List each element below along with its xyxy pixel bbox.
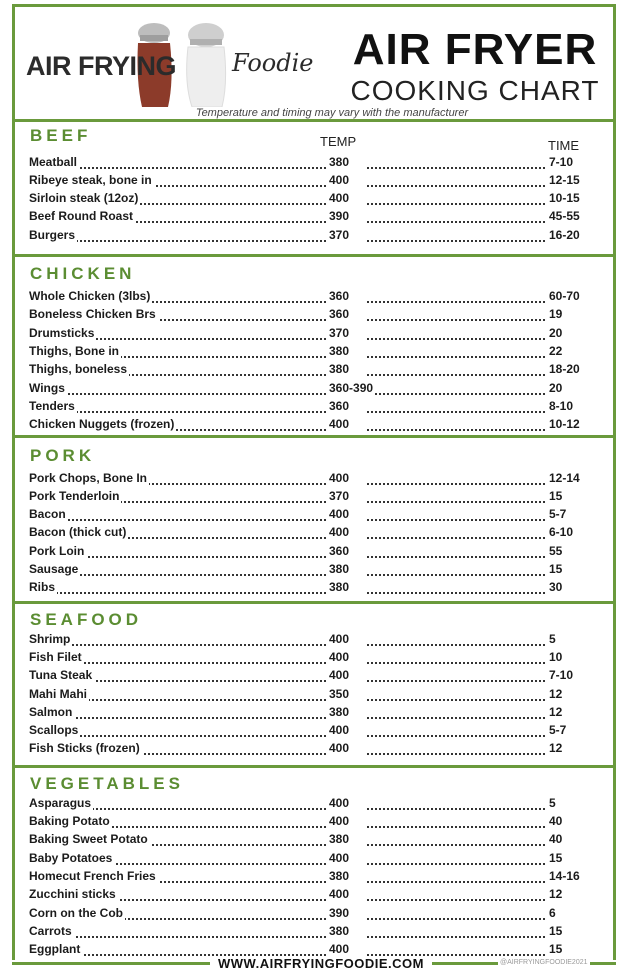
item-name: Meatball (29, 155, 78, 169)
website-link[interactable]: WWW.AIRFRYINGFOODIE.COM (210, 956, 432, 971)
item-temp: 380 (329, 705, 350, 719)
item-time: 15 (549, 562, 563, 576)
item-temp: 370 (329, 326, 350, 340)
section-title: VEGETABLES (30, 774, 184, 793)
item-name: Sausage (29, 562, 79, 576)
item-time: 60-70 (549, 289, 580, 303)
item-name: Fish Sticks (frozen) (29, 741, 140, 755)
item-temp: 360 (329, 399, 350, 413)
item-temp: 390 (329, 906, 350, 920)
item-time: 15 (549, 942, 563, 956)
brand-logo (26, 21, 326, 107)
item-name: Carrots (29, 924, 72, 938)
item-temp: 400 (329, 887, 350, 901)
item-temp: 390 (329, 209, 350, 223)
item-time: 18-20 (549, 362, 580, 376)
list-item (29, 417, 605, 435)
item-temp: 400 (329, 814, 350, 828)
item-time: 12-15 (549, 173, 580, 187)
item-time: 6 (549, 906, 556, 920)
item-temp: 400 (329, 191, 350, 205)
item-name: Homecut French Fries (29, 869, 156, 883)
item-time: 5 (549, 796, 556, 810)
section-title: BEEF (30, 126, 92, 145)
section-pork (12, 438, 616, 604)
page-title: AIR FRYER (352, 25, 598, 74)
item-time: 30 (549, 580, 563, 594)
item-name: Corn on the Cob (29, 906, 123, 920)
item-time: 55 (549, 544, 563, 558)
item-name: Ribs (29, 580, 56, 594)
chart-header (12, 4, 616, 122)
item-time: 19 (549, 307, 563, 321)
item-name: Mahi Mahi (29, 687, 88, 701)
item-time: 12 (549, 887, 563, 901)
page-subtitle: COOKING CHART (350, 75, 600, 106)
item-temp: 400 (329, 525, 350, 539)
item-time: 15 (549, 489, 563, 503)
item-time: 5-7 (549, 507, 567, 521)
item-temp: 400 (329, 942, 350, 956)
item-time: 6-10 (549, 525, 574, 539)
item-time: 5-7 (549, 723, 567, 737)
item-temp: 400 (329, 741, 350, 755)
item-temp: 400 (329, 507, 350, 521)
copyright-handle: @AIRFRYINGFOODIE2021 (500, 959, 588, 966)
section-seafood (12, 604, 616, 768)
item-name: Sirloin steak (12oz) (29, 191, 139, 205)
item-time: 15 (549, 851, 563, 865)
item-time: 15 (549, 924, 563, 938)
item-time: 40 (549, 832, 563, 846)
list-item (29, 741, 605, 759)
item-temp: 360-390 (329, 381, 374, 395)
item-temp: 380 (329, 362, 350, 376)
list-item (29, 580, 605, 598)
disclaimer-text: Temperature and timing may vary with the manufacturer (195, 107, 469, 119)
item-time: 7-10 (549, 668, 574, 682)
page-footer (0, 956, 631, 974)
item-name: Asparagus (29, 796, 92, 810)
item-temp: 370 (329, 228, 350, 242)
item-name: Beef Round Roast (29, 209, 134, 223)
item-time: 10-12 (549, 417, 580, 431)
item-name: Pork Tenderloin (29, 489, 120, 503)
item-name: Zucchini sticks (29, 887, 116, 901)
section-vegetables (12, 768, 616, 958)
item-temp: 350 (329, 687, 350, 701)
item-temp: 400 (329, 796, 350, 810)
item-name: Ribeye steak, bone in (29, 173, 152, 187)
item-temp: 400 (329, 173, 350, 187)
item-name: Pork Loin (29, 544, 85, 558)
item-name: Whole Chicken (3lbs) (29, 289, 151, 303)
item-temp: 380 (329, 832, 350, 846)
item-temp: 400 (329, 650, 350, 664)
brand-script: Foodie (232, 49, 314, 77)
item-name: Burgers (29, 228, 76, 242)
item-time: 22 (549, 344, 563, 358)
item-temp: 380 (329, 924, 350, 938)
item-temp: 400 (329, 471, 350, 485)
item-time: 12 (549, 741, 563, 755)
item-temp: 380 (329, 344, 350, 358)
item-temp: 380 (329, 869, 350, 883)
item-name: Drumsticks (29, 326, 95, 340)
item-time: 14-16 (549, 869, 580, 883)
item-name: Tenders (29, 399, 75, 413)
item-time: 12-14 (549, 471, 580, 485)
item-time: 10 (549, 650, 563, 664)
item-temp: 360 (329, 307, 350, 321)
item-name: Chicken Nuggets (frozen) (29, 417, 175, 431)
item-temp: 400 (329, 632, 350, 646)
item-temp: 380 (329, 562, 350, 576)
item-name: Shrimp (29, 632, 71, 646)
item-temp: 370 (329, 489, 350, 503)
section-title: CHICKEN (30, 264, 136, 283)
list-item (29, 228, 605, 246)
item-time: 8-10 (549, 399, 574, 413)
item-temp: 400 (329, 723, 350, 737)
item-temp: 360 (329, 289, 350, 303)
item-time: 40 (549, 814, 563, 828)
item-temp: 400 (329, 417, 350, 431)
time-column-header: TIME (548, 138, 580, 153)
item-name: Pork Chops, Bone In (29, 471, 148, 485)
item-time: 16-20 (549, 228, 580, 242)
item-name: Boneless Chicken Brs (29, 307, 156, 321)
item-name: Salmon (29, 705, 73, 719)
item-name: Fish Filet (29, 650, 82, 664)
item-time: 10-15 (549, 191, 580, 205)
item-name: Baking Potato (29, 814, 110, 828)
section-chicken (12, 257, 616, 438)
item-temp: 400 (329, 851, 350, 865)
item-name: Eggplant (29, 942, 81, 956)
item-name: Thighs, Bone in (29, 344, 119, 358)
item-name: Wings (29, 381, 65, 395)
item-name: Bacon (thick cut) (29, 525, 127, 539)
item-name: Bacon (29, 507, 66, 521)
item-name: Baking Sweet Potato (29, 832, 148, 846)
item-temp: 360 (329, 544, 350, 558)
temp-column-header: TEMP (320, 134, 357, 149)
item-name: Thighs, boneless (29, 362, 128, 376)
section-beef (12, 122, 616, 257)
item-name: Tuna Steak (29, 668, 93, 682)
item-time: 12 (549, 705, 563, 719)
brand-name: AIR FRYING (26, 51, 176, 81)
item-time: 7-10 (549, 155, 574, 169)
item-time: 5 (549, 632, 556, 646)
section-title: SEAFOOD (30, 610, 143, 629)
item-temp: 380 (329, 155, 350, 169)
item-time: 20 (549, 326, 563, 340)
item-time: 12 (549, 687, 563, 701)
item-name: Scallops (29, 723, 79, 737)
item-time: 45-55 (549, 209, 580, 223)
item-time: 20 (549, 381, 563, 395)
section-title: PORK (30, 446, 96, 465)
item-temp: 400 (329, 668, 350, 682)
item-name: Baby Potatoes (29, 851, 113, 865)
item-temp: 380 (329, 580, 350, 594)
